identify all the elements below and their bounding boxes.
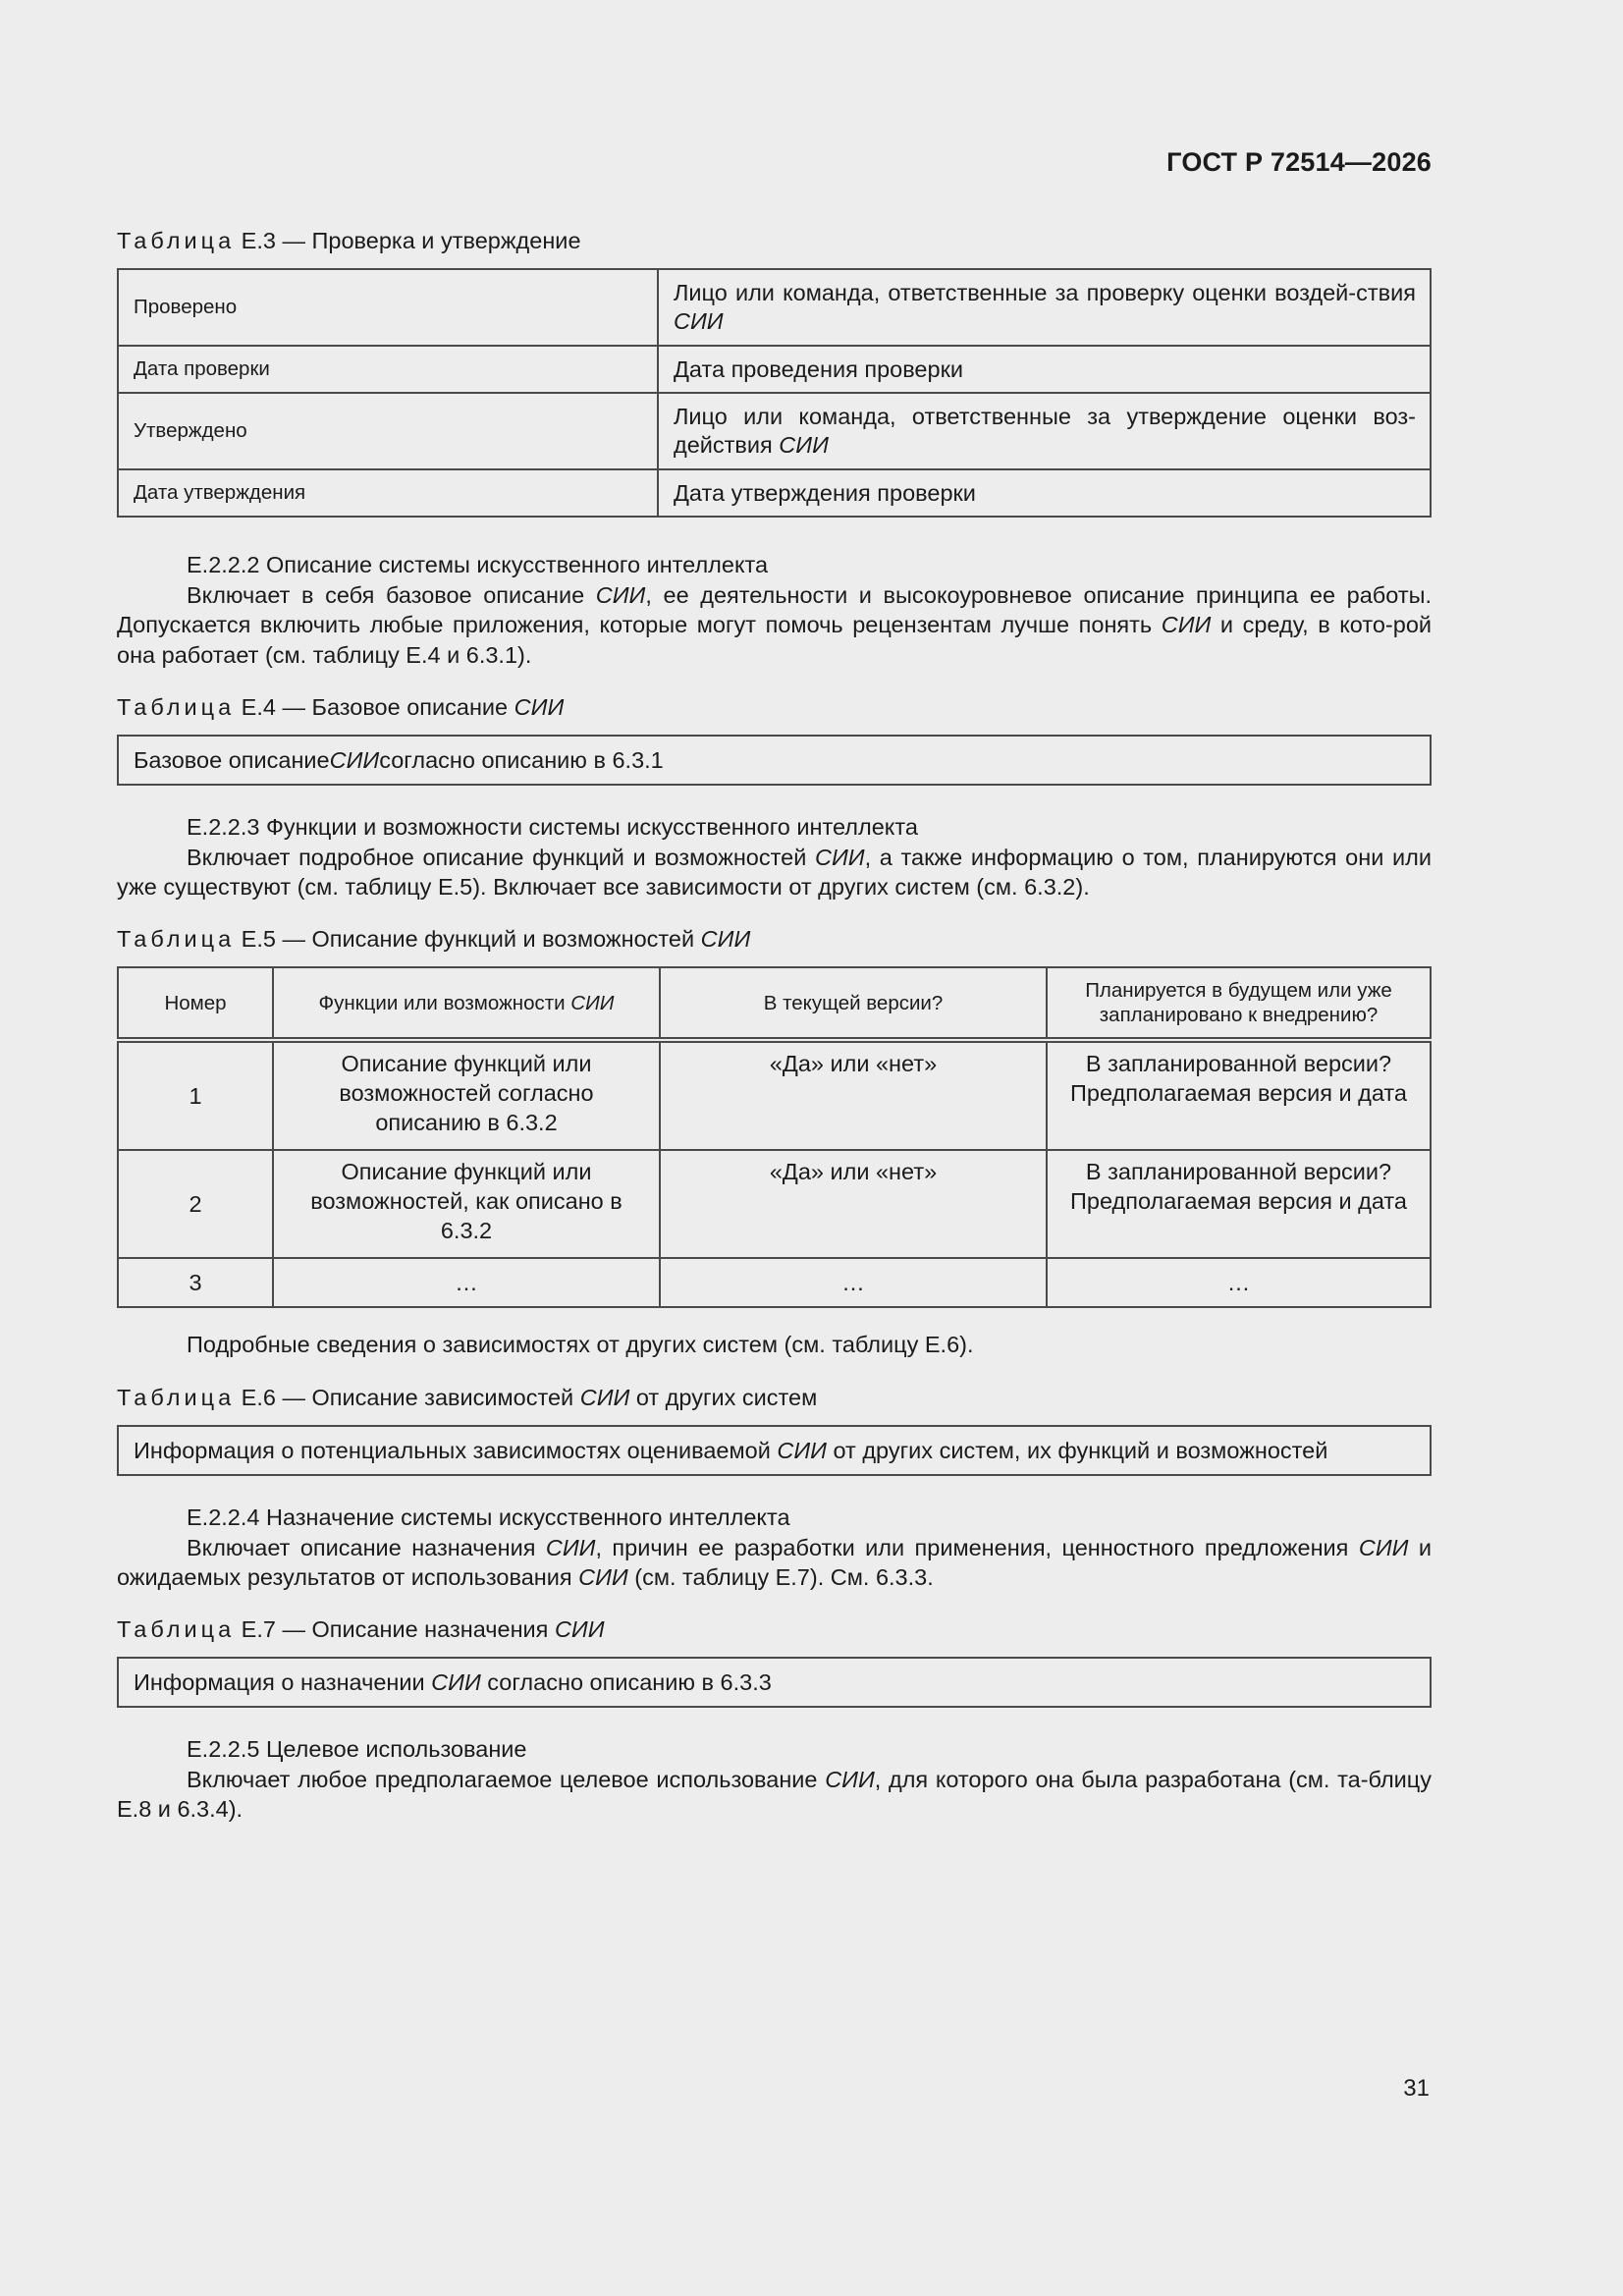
table-e3-caption (117, 228, 581, 254)
table-row (118, 269, 1431, 346)
section-paragraph: Включает любое предполагаемое целевое использование СИИ, для которого она была разработана (см. та-блицу Е.8 и 6.3.4). (117, 1766, 1432, 1822)
cell-current: «Да» или «нет» (660, 1150, 1047, 1258)
table-e4-cell: Базовое описание СИИ согласно описанию в 6.3.1 (117, 735, 1432, 786)
row-value: Дата утверждения проверки (658, 469, 1431, 517)
table-row (118, 1258, 1431, 1307)
page-number: 31 (1403, 2075, 1430, 2102)
section-paragraph: Включает в себя базовое описание СИИ, ее деятельности и высокоуровневое описание принципа ее работы. Допускается включить любые приложения, которые могут помочь рецензентам лучше понять СИИ и среду, в кото-рой она работает (см. таблицу Е.4 и 6.3.1). (117, 581, 1433, 668)
section-heading: Е.2.2.4 Назначение системы искусственного интеллекта (187, 1504, 790, 1530)
cell-number: 1 (118, 1040, 273, 1150)
section-heading: Е.2.2.5 Целевое использование (187, 1736, 527, 1762)
cell-function: Описание функций или возможностей, как описано в 6.3.2 (273, 1150, 660, 1258)
column-header: В текущей версии? (660, 967, 1047, 1040)
table-row (118, 346, 1431, 393)
row-value: Лицо или команда, ответственные за утверждение оценки воз-действия СИИ (658, 393, 1431, 469)
table-header-row (118, 967, 1431, 1040)
section-e223 (117, 812, 1432, 902)
cell-planned: В запланированной версии? Предполагаемая версия и дата (1047, 1040, 1431, 1150)
cell-number: 2 (118, 1150, 273, 1258)
document-code: ГОСТ Р 72514—2026 (1166, 147, 1432, 177)
row-value: Лицо или команда, ответственные за проверку оценки воздей-ствия СИИ (658, 269, 1431, 346)
column-header: Номер (118, 967, 273, 1040)
cell-planned: В запланированной версии? Предполагаемая версия и дата (1047, 1150, 1431, 1258)
cell-planned: … (1047, 1258, 1431, 1307)
section-heading: Е.2.2.3 Функции и возможности системы искусственного интеллекта (187, 814, 918, 840)
row-value: Дата проведения проверки (658, 346, 1431, 393)
row-label: Утверждено (118, 393, 658, 469)
cell-current: … (660, 1258, 1047, 1307)
table-e5 (117, 966, 1432, 1308)
table-e7-cell: Информация о назначении СИИ согласно описанию в 6.3.3 (117, 1657, 1432, 1708)
table-e5-caption: Таблица Е.5 — Описание функций и возможностей СИИ (117, 926, 751, 952)
caption-text: Е.3 — Проверка и утверждение (235, 228, 581, 253)
row-label: Дата утверждения (118, 469, 658, 517)
cell-function: … (273, 1258, 660, 1307)
table-row (118, 1040, 1431, 1150)
cell-current: «Да» или «нет» (660, 1040, 1047, 1150)
table-row (118, 1150, 1431, 1258)
row-label: Проверено (118, 269, 658, 346)
table-e6-caption: Таблица Е.6 — Описание зависимостей СИИ от других систем (117, 1385, 818, 1410)
section-e224 (117, 1503, 1432, 1593)
cell-function: Описание функций или возможностей согласно описанию в 6.3.2 (273, 1040, 660, 1150)
section-heading: Е.2.2.2 Описание системы искусственного интеллекта (187, 552, 769, 577)
table-row (118, 393, 1431, 469)
cell-number: 3 (118, 1258, 273, 1307)
section-paragraph: Включает подробное описание функций и возможностей СИИ, а также информацию о том, планируются они или уже существуют (см. таблицу Е.5). Включает все зависимости от других систем (см. 6.3.2). (117, 844, 1432, 900)
table-row (118, 469, 1431, 517)
column-header: Функции или возможности СИИ (273, 967, 660, 1040)
table-e3 (117, 268, 1432, 518)
table-e4-caption: Таблица Е.4 — Базовое описание СИИ (117, 694, 565, 720)
section-e225 (117, 1734, 1432, 1825)
dependencies-note: Подробные сведения о зависимостях от других систем (см. таблицу Е.6). (187, 1332, 974, 1357)
section-paragraph: Включает описание назначения СИИ, причин ее разработки или применения, ценностного предложения СИИ и ожидаемых результатов от использования СИИ (см. таблицу Е.7). См. 6.3.3. (117, 1534, 1433, 1590)
table-e7-caption: Таблица Е.7 — Описание назначения СИИ (117, 1616, 605, 1642)
column-header: Планируется в будущем или уже запланировано к внедрению? (1047, 967, 1431, 1040)
section-e222 (117, 550, 1432, 670)
row-label: Дата проверки (118, 346, 658, 393)
caption-prefix: Таблица (117, 228, 236, 253)
table-e6-cell: Информация о потенциальных зависимостях оцениваемой СИИ от других систем, их функций и возможностей (117, 1425, 1432, 1476)
